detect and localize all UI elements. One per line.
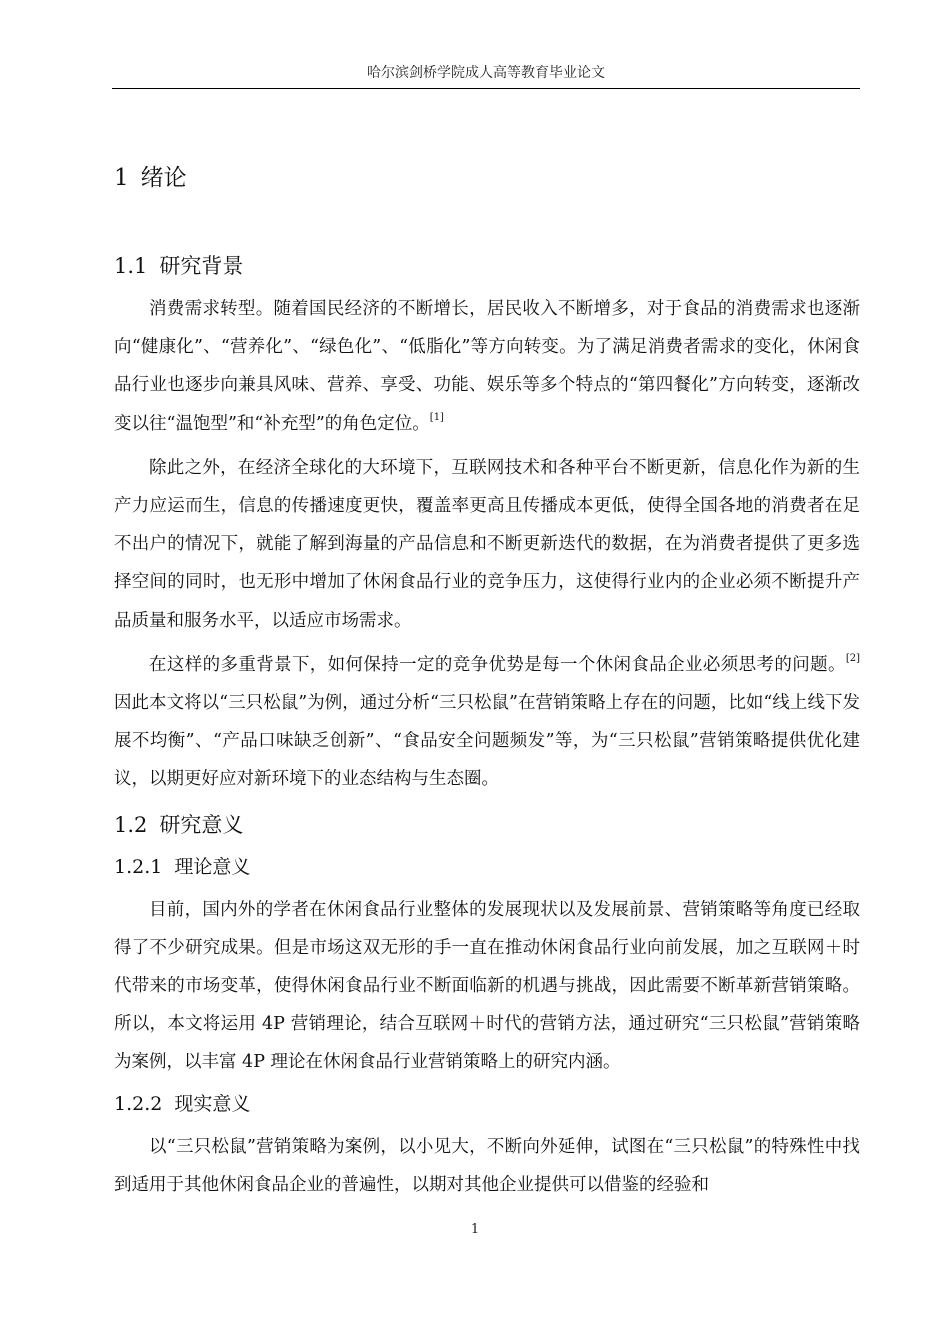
section-number: 1.2 [114,812,148,837]
subsection-number: 1.2.2 [114,1092,163,1115]
running-header: 哈尔滨剑桥学院成人高等教育毕业论文 [367,65,605,81]
chapter-heading [114,160,860,196]
subsection-number: 1.2.1 [114,855,163,878]
page-number: 1 [470,1222,480,1237]
section-title: 研究背景 [159,254,244,278]
section-number: 1.1 [114,254,148,278]
section-title: 研究意义 [159,812,244,837]
subsection-heading-1-2-1 [114,851,860,883]
citation-ref-1: [1] [429,411,444,423]
paragraph-theory [114,891,860,1082]
section-heading-1-2 [114,807,860,843]
page-body [114,160,860,1204]
paragraph-text: 除此之外，在经济全球化的大环境下，互联网技术和各种平台不断更新，信息化作为新的生产力应运而生，信息的传播速度更快，覆盖率更高且传播成本更低，使得全国各地的消费者在足不出户的情况下，就能了解到海量的产品信息和不断更新迭代的数据，在为消费者提供了更多选择空间的同时，也无形中增加了休闲食品行业的竞争压力，这使得行业内的企业必须不断提升产品质量和服务水平，以适应市场需求。 [114,457,860,631]
paragraph-text: 以“三只松鼠”营销策略为案例，以小见大，不断向外延伸，试图在“三只松鼠”的特殊性中找到适用于其他休闲食品企业的普遍性，以期对其他企业提供可以借鉴的经验和 [114,1136,860,1195]
paragraph-background-2 [114,449,860,640]
paragraph-background-1 [114,290,860,443]
paragraph-text: 消费需求转型。随着国民经济的不断增长，居民收入不断增多，对于食品的消费需求也逐渐向“健康化”、“营养化”、“绿色化”、“低脂化”等方向转变。为了满足消费者需求的变化，休闲食品行业也逐步向兼具风味、营养、享受、功能、娱乐等多个特点的“第四餐化”方向转变，逐渐改变以往“温饱型”和“补充型”的角色定位。 [114,299,860,434]
chapter-title: 绪论 [140,165,187,191]
paragraph-text-after: 因此本文将以“三只松鼠”为例，通过分析“三只松鼠”在营销策略上存在的问题，比如“线上线下发展不均衡”、“产品口味缺乏创新”、“食品安全问题频发”等，为“三只松鼠”营销策略提供优化建议，以期更好应对新环境下的业态结构与生态圈。 [114,693,860,790]
citation-ref-2: [2] [845,652,860,664]
paragraph-background-3 [114,646,860,799]
subsection-title: 现实意义 [174,1092,251,1115]
subsection-title: 理论意义 [174,855,251,878]
header-divider [112,88,860,89]
subsection-heading-1-2-2 [114,1088,860,1120]
section-heading-1-1 [114,248,860,284]
paragraph-practice [114,1128,860,1204]
chapter-number: 1 [114,165,129,191]
paragraph-text: 目前，国内外的学者在休闲食品行业整体的发展现状以及发展前景、营销策略等角度已经取得了不少研究成果。但是市场这双无形的手一直在推动休闲食品行业向前发展，加之互联网＋时代带来的市场变革，使得休闲食品行业不断面临新的机遇与挑战，因此需要不断革新营销策略。所以，本文将运用 4P 营销理论，结合互联网＋时代的营销方法，通过研究“三只松鼠”营销策略为案例，以丰富 4P 理论在休闲食品行业营销策略上的研究内涵。 [114,899,860,1073]
paragraph-text-before: 在这样的多重背景下，如何保持一定的竞争优势是每一个休闲食品企业必须思考的问题。 [149,654,846,675]
